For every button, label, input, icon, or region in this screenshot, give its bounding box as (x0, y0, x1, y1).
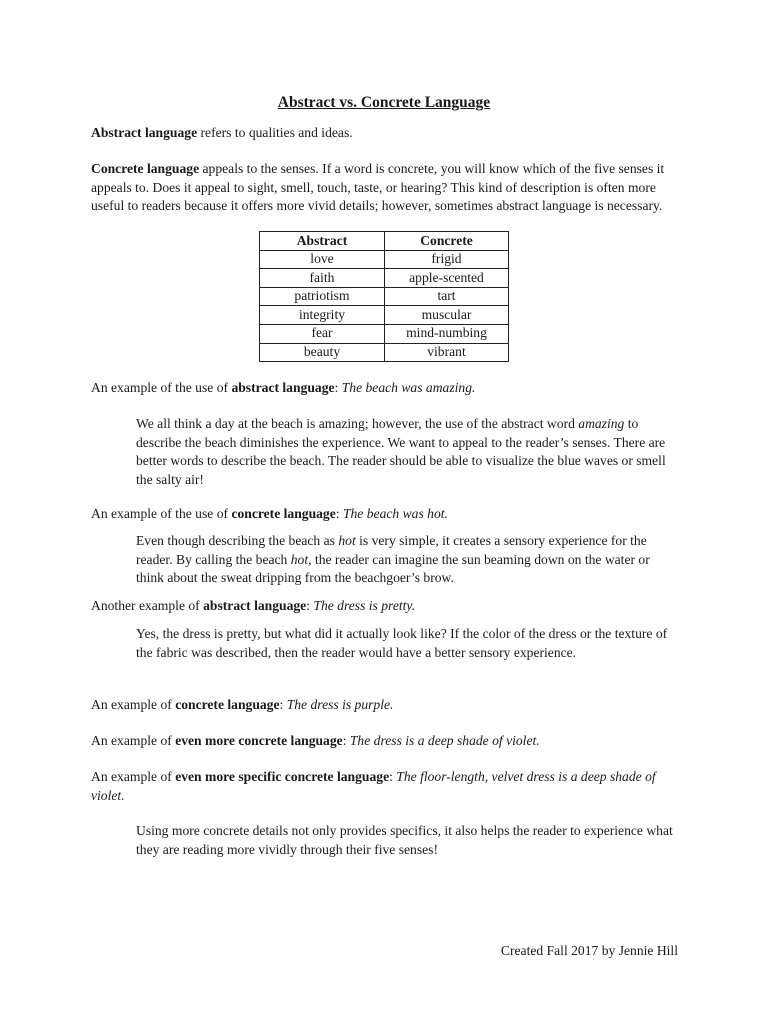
concrete-definition: Concrete language appeals to the senses. If a word is concrete, you will know which of the five senses it appeals to. Does it appeal to sight, smell, touch, taste, or hearing? This kind of description is often more useful to readers because it offers more vivid details; however, sometimes abstract language is necessary. (91, 161, 665, 213)
concrete-word-cell: muscular (385, 306, 509, 325)
abstract-word-cell: faith (260, 269, 385, 288)
explanation-abstract-beach: We all think a day at the beach is amazing; however, the use of the abstract word amazing to describe the beach diminishes the experience. We want to appeal to the reader’s senses. There are better words to describe the beach. The reader should be able to visualize the blue waves or smell the salty air! (136, 416, 666, 487)
table-row (260, 306, 509, 325)
concrete-word-cell: vibrant (385, 343, 509, 362)
example-concrete-dress: An example of concrete language: The dress is purple. (91, 697, 394, 712)
abstract-term: Abstract language (91, 125, 198, 140)
explanation-concrete-beach: Even though describing the beach as hot is very simple, it creates a sensory experience for the reader. By calling the beach hot, the reader can imagine the sun beaming down on the water or think about the sweat dripping from the beachgoer’s brow. (136, 533, 650, 585)
concrete-word-cell: frigid (385, 250, 509, 269)
conclusion-paragraph: Using more concrete details not only provides specifics, it also helps the reader to experience what they are reading more vividly through their five senses! (136, 823, 673, 857)
author-credit: Created Fall 2017 by Jennie Hill (500, 943, 678, 958)
abstract-word-cell: beauty (260, 343, 385, 362)
abstract-word-cell: fear (260, 324, 385, 343)
example-abstract-beach: An example of the use of abstract language: The beach was amazing. (91, 380, 476, 395)
word-table (259, 231, 509, 362)
table-row (260, 343, 509, 362)
example-abstract-dress: Another example of abstract language: The dress is pretty. (91, 598, 416, 613)
concrete-term: Concrete language (91, 161, 200, 176)
table-row (260, 250, 509, 269)
column-header-concrete: Concrete (385, 232, 509, 251)
table-row (260, 287, 509, 306)
abstract-word-cell: integrity (260, 306, 385, 325)
explanation-abstract-dress: Yes, the dress is pretty, but what did it actually look like? If the color of the dress or the texture of the fabric was described, then the reader would have a better sensory experience. (136, 626, 668, 660)
concrete-word-cell: tart (385, 287, 509, 306)
concrete-word-cell: mind-numbing (385, 324, 509, 343)
table-row (260, 324, 509, 343)
table-header-row (260, 232, 509, 251)
concrete-word-cell: apple-scented (385, 269, 509, 288)
example-more-concrete-dress: An example of even more concrete language: The dress is a deep shade of violet. (91, 733, 540, 748)
abstract-word-cell: love (260, 250, 385, 269)
page-title: Abstract vs. Concrete Language (277, 94, 491, 111)
table-row (260, 269, 509, 288)
abstract-word-cell: patriotism (260, 287, 385, 306)
example-concrete-beach: An example of the use of concrete language: The beach was hot. (91, 506, 448, 521)
example-specific-concrete-dress: An example of even more specific concrete language: The floor-length, velvet dress is a deep shade of violet. (91, 769, 656, 803)
abstract-definition: Abstract language refers to qualities and ideas. (91, 125, 353, 140)
column-header-abstract: Abstract (260, 232, 385, 251)
